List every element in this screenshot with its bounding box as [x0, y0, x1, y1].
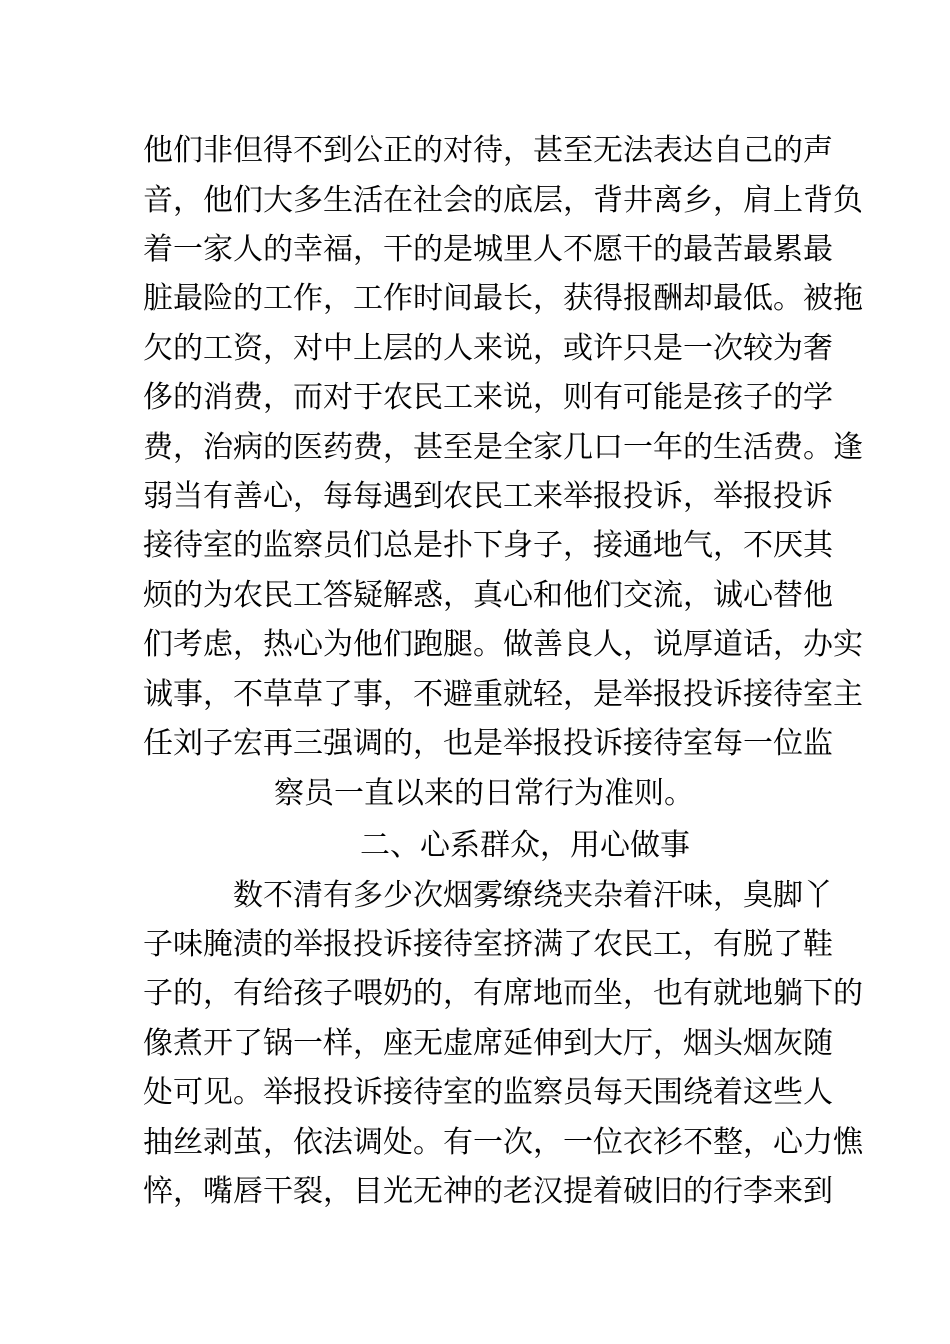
text-line: 诚事，不草草了事，不避重就轻，是举报投诉接待室主 [143, 677, 863, 712]
section-heading: 二、心系群众，用心做事 [360, 828, 690, 863]
text-line: 侈的消费，而对于农民工来说，则有可能是孩子的学 [143, 380, 833, 415]
text-line: 接待室的监察员们总是扑下身子，接通地气，不厌其 [143, 528, 833, 563]
text-line: 察员一直以来的日常行为准则。 [274, 776, 694, 811]
text-line: 数不清有多少次烟雾缭绕夹杂着汗味，臭脚丫 [233, 878, 833, 913]
text-line: 子味腌渍的举报投诉接待室挤满了农民工，有脱了鞋 [143, 927, 833, 962]
text-line: 他们非但得不到公正的对待，甚至无法表达自己的声 [143, 133, 833, 168]
text-line: 子的，有给孩子喂奶的，有席地而坐，也有就地躺下的 [143, 976, 863, 1011]
text-line: 脏最险的工作，工作时间最长，获得报酬却最低。被拖 [143, 281, 863, 316]
text-line: 音，他们大多生活在社会的底层，背井离乡，肩上背负 [143, 183, 863, 218]
text-line: 费，治病的医药费，甚至是全家几口一年的生活费。逢 [143, 430, 863, 465]
text-line: 悴，嘴唇干裂，目光无神的老汉提着破旧的行李来到 [143, 1174, 833, 1209]
text-line: 们考虑，热心为他们跑腿。做善良人，说厚道话，办实 [143, 627, 863, 662]
text-line: 处可见。举报投诉接待室的监察员每天围绕着这些人 [143, 1075, 833, 1110]
text-line: 欠的工资，对中上层的人来说，或许只是一次较为奢 [143, 331, 833, 366]
text-line: 抽丝剥茧，依法调处。有一次，一位衣衫不整，心力憔 [143, 1125, 863, 1160]
text-line: 烦的为农民工答疑解惑，真心和他们交流，诚心替他 [143, 578, 833, 613]
text-line: 像煮开了锅一样，座无虚席延伸到大厅，烟头烟灰随 [143, 1026, 833, 1061]
text-line: 着一家人的幸福，干的是城里人不愿干的最苦最累最 [143, 232, 833, 267]
text-line: 任刘子宏再三强调的，也是举报投诉接待室每一位监 [143, 726, 833, 761]
text-line: 弱当有善心，每每遇到农民工来举报投诉，举报投诉 [143, 479, 833, 514]
